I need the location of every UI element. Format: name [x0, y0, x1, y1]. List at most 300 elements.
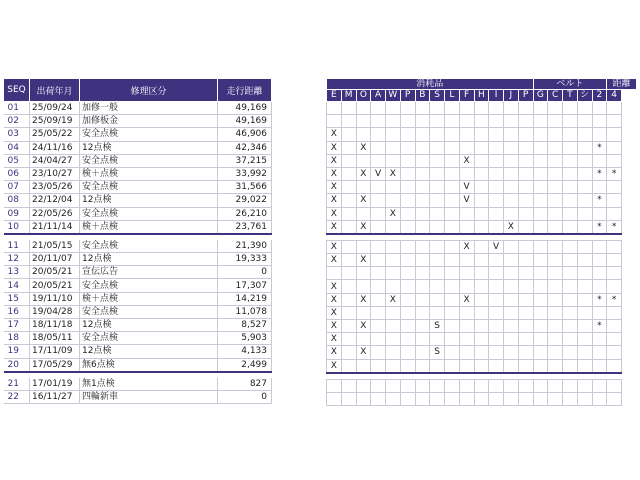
grid-cell	[459, 320, 474, 333]
grid-cell	[489, 194, 504, 207]
grid-cell	[548, 102, 563, 115]
grid-cell	[371, 392, 386, 405]
row-mileage: 23,761	[218, 220, 272, 234]
grid-row	[327, 254, 637, 267]
row-repair-type: 無1点検	[80, 378, 218, 391]
grid-cell	[445, 167, 460, 180]
grid-cell: X	[327, 154, 342, 167]
grid-cell	[563, 306, 578, 319]
grid-cell	[533, 115, 548, 128]
grid-cell	[371, 141, 386, 154]
grid-cell	[445, 333, 460, 346]
column-header: P	[400, 90, 415, 102]
grid-cell: X	[327, 141, 342, 154]
grid-cell	[563, 254, 578, 267]
grid-cell	[371, 102, 386, 115]
grid-cell: X	[356, 141, 371, 154]
parts-check-grid	[326, 78, 637, 406]
grid-cell	[327, 392, 342, 405]
grid-cell	[533, 254, 548, 267]
grid-cell	[533, 207, 548, 220]
header-seq: SEQ	[4, 79, 30, 102]
grid-cell	[533, 181, 548, 194]
row-mileage: 29,022	[218, 194, 272, 207]
grid-cell	[415, 267, 430, 280]
row-seq: 09	[4, 207, 30, 220]
grid-cell	[504, 194, 519, 207]
table-row	[4, 319, 272, 332]
grid-cell	[459, 359, 474, 373]
grid-cell	[430, 181, 445, 194]
grid-cell	[504, 320, 519, 333]
grid-cell	[607, 181, 622, 194]
grid-cell	[430, 102, 445, 115]
row-date: 23/05/26	[30, 181, 80, 194]
grid-cell: X	[327, 207, 342, 220]
row-repair-type: 12点検	[80, 253, 218, 266]
grid-cell	[518, 379, 533, 392]
grid-cell	[548, 254, 563, 267]
grid-cell	[400, 306, 415, 319]
grid-cell	[415, 115, 430, 128]
grid-cell	[489, 220, 504, 234]
grid-cell	[415, 194, 430, 207]
grid-cell	[371, 128, 386, 141]
grid-cell	[563, 392, 578, 405]
grid-cell	[371, 293, 386, 306]
grid-cell	[474, 379, 489, 392]
grid-cell	[445, 320, 460, 333]
row-mileage: 4,133	[218, 345, 272, 358]
row-date: 24/11/16	[30, 141, 80, 154]
grid-cell: *	[607, 167, 622, 180]
column-header: T	[563, 90, 578, 102]
grid-cell: S	[430, 346, 445, 359]
grid-cell	[548, 280, 563, 293]
grid-cell	[533, 306, 548, 319]
grid-cell	[518, 240, 533, 253]
grid-cell	[341, 267, 356, 280]
grid-cell: *	[592, 320, 607, 333]
grid-cell	[459, 115, 474, 128]
grid-cell	[607, 379, 622, 392]
grid-cell	[341, 379, 356, 392]
row-date: 18/11/18	[30, 319, 80, 332]
grid-cell	[563, 379, 578, 392]
grid-cell	[548, 346, 563, 359]
grid-row	[327, 220, 637, 234]
grid-cell	[415, 167, 430, 180]
grid-cell	[445, 207, 460, 220]
grid-cell	[400, 128, 415, 141]
grid-cell	[563, 115, 578, 128]
grid-cell: X	[327, 306, 342, 319]
grid-row	[327, 128, 637, 141]
grid-cell	[356, 392, 371, 405]
grid-cell	[371, 306, 386, 319]
grid-cell	[548, 141, 563, 154]
grid-cell	[533, 154, 548, 167]
row-mileage: 14,219	[218, 292, 272, 305]
grid-cell	[400, 379, 415, 392]
grid-cell	[504, 141, 519, 154]
row-date: 17/05/29	[30, 358, 80, 372]
grid-cell	[400, 167, 415, 180]
grid-cell: X	[356, 320, 371, 333]
grid-cell	[577, 267, 592, 280]
grid-cell	[474, 320, 489, 333]
row-date: 25/09/24	[30, 102, 80, 115]
grid-cell	[341, 346, 356, 359]
column-header: B	[415, 90, 430, 102]
row-date: 20/11/07	[30, 253, 80, 266]
row-repair-type: 安全点検	[80, 154, 218, 167]
grid-cell	[577, 181, 592, 194]
grid-cell	[607, 254, 622, 267]
row-date: 19/11/10	[30, 292, 80, 305]
grid-row	[327, 379, 637, 392]
grid-cell: X	[459, 154, 474, 167]
row-repair-type: 安全点検	[80, 207, 218, 220]
grid-cell: X	[327, 254, 342, 267]
grid-cell	[430, 167, 445, 180]
row-seq: 05	[4, 154, 30, 167]
grid-cell	[400, 240, 415, 253]
column-header: O	[356, 90, 371, 102]
grid-cell	[577, 220, 592, 234]
grid-cell	[415, 280, 430, 293]
grid-cell	[400, 320, 415, 333]
grid-cell	[341, 128, 356, 141]
grid-cell	[489, 379, 504, 392]
grid-cell	[504, 359, 519, 373]
grid-cell	[548, 392, 563, 405]
row-repair-type: 四輪新車	[80, 390, 218, 403]
grid-cell	[592, 346, 607, 359]
grid-cell: X	[327, 240, 342, 253]
grid-cell	[371, 115, 386, 128]
grid-cell: X	[327, 167, 342, 180]
table-row	[4, 167, 272, 180]
row-seq: 04	[4, 141, 30, 154]
grid-cell	[518, 333, 533, 346]
grid-cell	[400, 392, 415, 405]
grid-row	[327, 392, 637, 405]
grid-cell	[592, 102, 607, 115]
row-repair-type: 12点検	[80, 194, 218, 207]
grid-cell	[356, 115, 371, 128]
grid-cell	[489, 167, 504, 180]
row-date: 17/01/19	[30, 378, 80, 391]
grid-cell	[563, 181, 578, 194]
grid-cell	[445, 154, 460, 167]
grid-cell	[489, 333, 504, 346]
grid-cell: X	[459, 240, 474, 253]
grid-cell	[445, 128, 460, 141]
grid-cell	[386, 115, 401, 128]
grid-cell	[489, 267, 504, 280]
row-seq: 07	[4, 181, 30, 194]
grid-cell: *	[592, 293, 607, 306]
row-seq: 03	[4, 128, 30, 141]
grid-cell	[371, 267, 386, 280]
grid-cell	[341, 392, 356, 405]
row-repair-type: 無6点検	[80, 358, 218, 372]
grid-cell	[577, 333, 592, 346]
grid-cell	[563, 280, 578, 293]
grid-cell	[356, 333, 371, 346]
grid-cell	[489, 254, 504, 267]
grid-cell	[607, 346, 622, 359]
grid-cell	[592, 306, 607, 319]
grid-cell	[459, 379, 474, 392]
grid-cell	[577, 280, 592, 293]
row-seq: 16	[4, 305, 30, 318]
grid-cell	[474, 392, 489, 405]
header-mileage: 走行距離	[218, 79, 272, 102]
grid-cell: V	[371, 167, 386, 180]
grid-cell	[563, 267, 578, 280]
grid-cell	[518, 392, 533, 405]
row-repair-type: 検＋点検	[80, 167, 218, 180]
grid-cell	[577, 240, 592, 253]
grid-cell	[445, 102, 460, 115]
grid-cell: X	[386, 207, 401, 220]
grid-cell	[356, 240, 371, 253]
grid-cell	[518, 102, 533, 115]
grid-cell	[327, 102, 342, 115]
table-row	[4, 266, 272, 279]
grid-cell	[533, 379, 548, 392]
grid-cell	[356, 359, 371, 373]
grid-cell: V	[489, 240, 504, 253]
row-repair-type: 安全点検	[80, 305, 218, 318]
grid-cell	[489, 141, 504, 154]
grid-cell	[592, 115, 607, 128]
grid-cell	[356, 154, 371, 167]
grid-cell	[518, 346, 533, 359]
grid-cell	[430, 194, 445, 207]
grid-cell	[504, 207, 519, 220]
row-mileage: 0	[218, 266, 272, 279]
grid-cell	[577, 167, 592, 180]
grid-cell	[489, 306, 504, 319]
grid-cell	[415, 181, 430, 194]
grid-cell	[474, 154, 489, 167]
grid-cell	[356, 280, 371, 293]
header-repair-type: 修理区分	[80, 79, 218, 102]
row-date: 16/11/27	[30, 390, 80, 403]
grid-cell	[445, 346, 460, 359]
grid-cell	[415, 306, 430, 319]
grid-cell	[518, 115, 533, 128]
row-mileage: 31,566	[218, 181, 272, 194]
grid-cell	[371, 320, 386, 333]
row-mileage: 17,307	[218, 279, 272, 292]
grid-cell	[430, 154, 445, 167]
grid-cell	[518, 194, 533, 207]
grid-cell	[430, 280, 445, 293]
grid-cell	[504, 306, 519, 319]
row-seq: 06	[4, 167, 30, 180]
grid-cell	[459, 280, 474, 293]
grid-cell	[592, 207, 607, 220]
grid-cell	[341, 115, 356, 128]
grid-cell	[548, 293, 563, 306]
grid-cell: *	[607, 220, 622, 234]
grid-cell	[504, 346, 519, 359]
table-row	[4, 378, 272, 391]
grid-cell: X	[356, 194, 371, 207]
grid-cell	[445, 220, 460, 234]
grid-cell	[430, 128, 445, 141]
row-mileage: 19,333	[218, 253, 272, 266]
grid-cell	[548, 128, 563, 141]
grid-cell	[518, 254, 533, 267]
grid-cell	[356, 306, 371, 319]
grid-cell	[386, 392, 401, 405]
grid-cell	[592, 359, 607, 373]
grid-cell	[445, 293, 460, 306]
row-seq: 12	[4, 253, 30, 266]
grid-cell	[563, 333, 578, 346]
grid-cell	[445, 267, 460, 280]
row-date: 19/04/28	[30, 305, 80, 318]
grid-cell	[341, 240, 356, 253]
grid-cell: X	[327, 293, 342, 306]
row-date: 21/05/15	[30, 240, 80, 253]
row-date: 18/05/11	[30, 332, 80, 345]
grid-cell	[386, 141, 401, 154]
grid-cell	[474, 128, 489, 141]
grid-cell	[563, 359, 578, 373]
grid-cell: *	[607, 293, 622, 306]
grid-cell	[607, 154, 622, 167]
grid-cell	[341, 333, 356, 346]
grid-cell	[474, 240, 489, 253]
grid-cell	[548, 194, 563, 207]
row-date: 20/05/21	[30, 279, 80, 292]
grid-cell	[445, 181, 460, 194]
table-row	[4, 292, 272, 305]
grid-cell	[415, 254, 430, 267]
grid-cell	[341, 167, 356, 180]
table-row	[4, 240, 272, 253]
grid-cell	[386, 254, 401, 267]
row-repair-type: 12点検	[80, 141, 218, 154]
grid-cell	[577, 141, 592, 154]
grid-cell	[459, 220, 474, 234]
grid-cell	[563, 194, 578, 207]
grid-row	[327, 207, 637, 220]
grid-cell	[504, 267, 519, 280]
grid-cell	[386, 128, 401, 141]
grid-cell	[400, 359, 415, 373]
grid-cell	[577, 293, 592, 306]
row-date: 25/09/19	[30, 115, 80, 128]
column-header: G	[533, 90, 548, 102]
grid-cell	[592, 379, 607, 392]
grid-cell	[474, 346, 489, 359]
grid-cell	[400, 207, 415, 220]
column-header: L	[445, 90, 460, 102]
grid-cell	[533, 392, 548, 405]
grid-cell	[607, 306, 622, 319]
column-header: H	[474, 90, 489, 102]
grid-cell	[445, 240, 460, 253]
grid-cell	[563, 220, 578, 234]
grid-row	[327, 306, 637, 319]
row-mileage: 21,390	[218, 240, 272, 253]
row-repair-type: 安全点検	[80, 279, 218, 292]
grid-cell	[474, 254, 489, 267]
header-date: 出荷年月	[30, 79, 80, 102]
grid-cell	[577, 128, 592, 141]
grid-cell	[459, 128, 474, 141]
grid-cell	[327, 115, 342, 128]
grid-cell	[341, 280, 356, 293]
grid-cell	[489, 320, 504, 333]
grid-cell	[563, 346, 578, 359]
grid-cell	[445, 254, 460, 267]
grid-cell: X	[327, 359, 342, 373]
grid-cell	[430, 240, 445, 253]
grid-cell	[592, 154, 607, 167]
grid-cell: X	[327, 280, 342, 293]
grid-cell	[445, 379, 460, 392]
grid-cell	[548, 306, 563, 319]
grid-cell	[400, 102, 415, 115]
grid-cell	[607, 359, 622, 373]
grid-cell	[489, 293, 504, 306]
grid-cell	[430, 379, 445, 392]
grid-cell	[400, 194, 415, 207]
grid-cell	[415, 102, 430, 115]
grid-cell	[504, 379, 519, 392]
column-header: 4	[607, 90, 622, 102]
grid-cell	[400, 115, 415, 128]
grid-cell	[386, 333, 401, 346]
grid-cell	[548, 240, 563, 253]
grid-cell	[341, 359, 356, 373]
grid-cell	[607, 320, 622, 333]
grid-cell	[415, 240, 430, 253]
grid-cell	[592, 240, 607, 253]
column-header: シ	[577, 90, 592, 102]
grid-cell	[563, 141, 578, 154]
column-header: M	[341, 90, 356, 102]
grid-cell	[563, 293, 578, 306]
column-header: 2	[592, 90, 607, 102]
grid-cell	[400, 346, 415, 359]
grid-cell: X	[459, 293, 474, 306]
grid-cell	[607, 102, 622, 115]
grid-row	[327, 194, 637, 207]
grid-cell	[504, 115, 519, 128]
grid-cell	[386, 379, 401, 392]
grid-cell	[386, 102, 401, 115]
grid-cell	[371, 240, 386, 253]
grid-cell	[504, 154, 519, 167]
grid-cell	[489, 115, 504, 128]
row-date: 20/05/21	[30, 266, 80, 279]
grid-cell	[563, 320, 578, 333]
grid-row	[327, 181, 637, 194]
table-row	[4, 154, 272, 167]
grid-cell	[548, 115, 563, 128]
table-row	[4, 181, 272, 194]
grid-cell	[415, 333, 430, 346]
